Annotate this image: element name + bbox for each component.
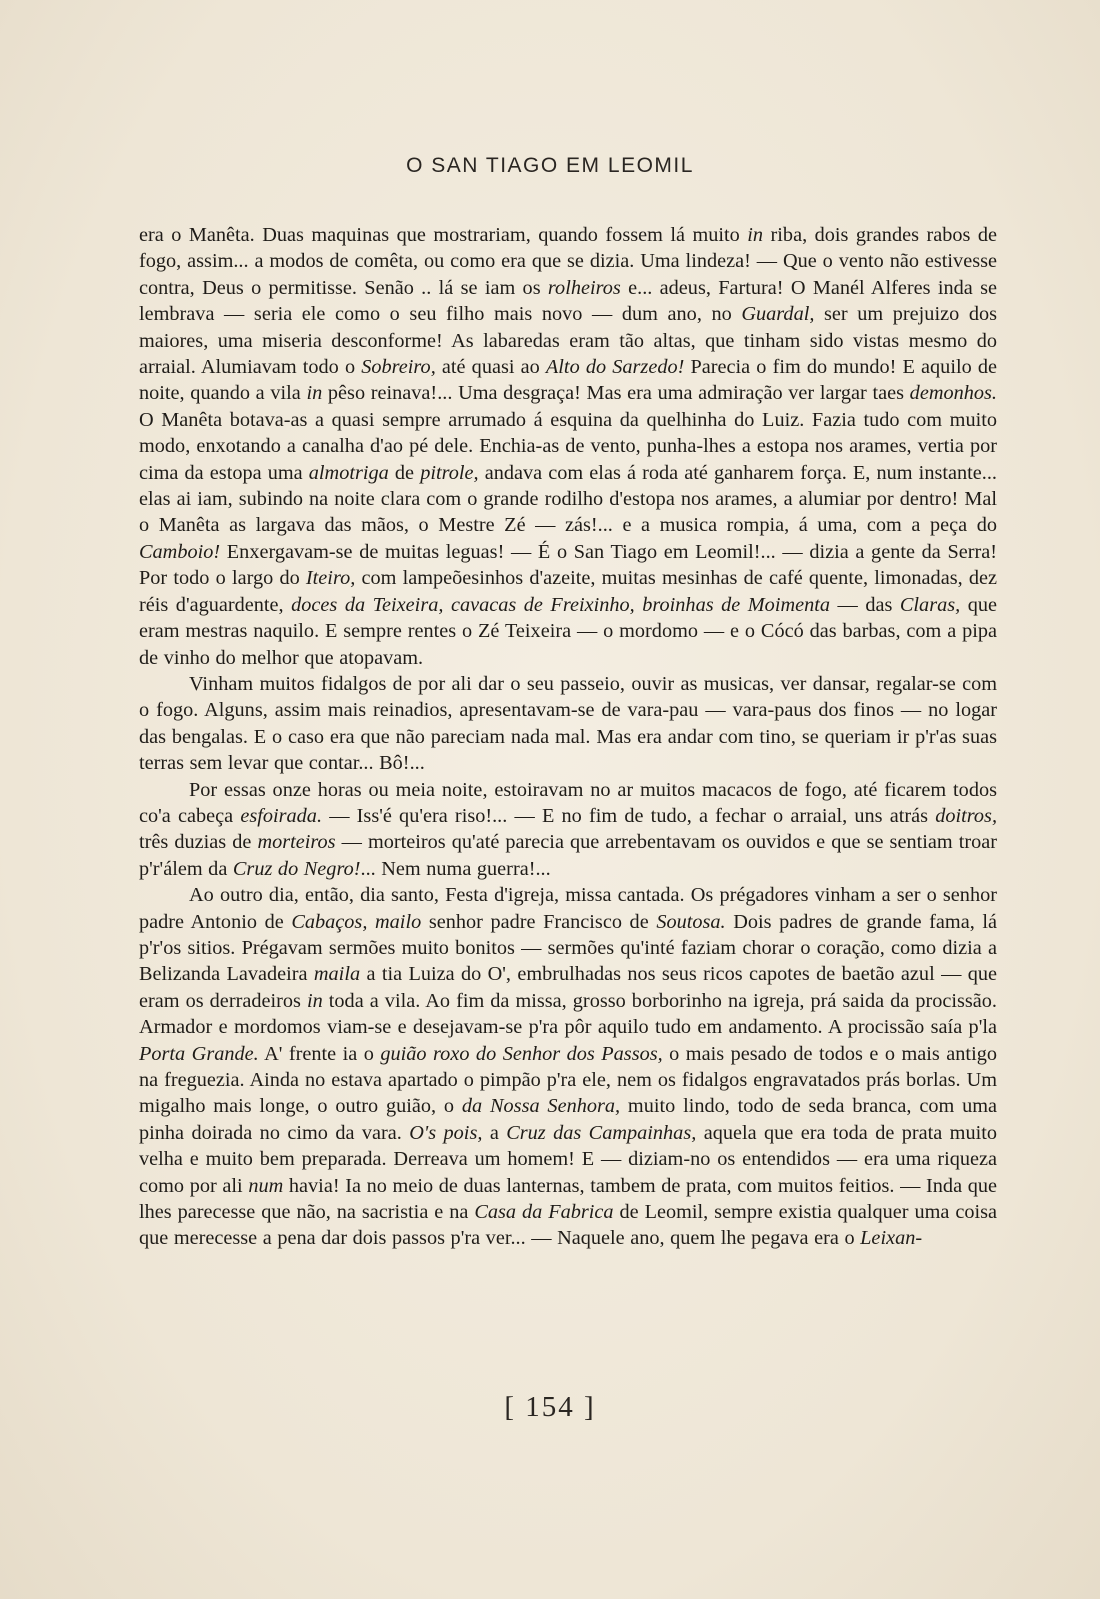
text-run: e... adeus, Fartura! O Manél Alferes inda se lembrava — seria ele como o seu filho mais novo — dum ano, no	[139, 276, 997, 326]
text-run: — das	[830, 593, 900, 616]
text-run: toda a vila. Ao fim da missa, grosso borborinho na igreja, prá saida da procissão. Armador e mordomos viam-se e desejavam-se p'ra pôr aquilo tudo em andamento. A procissão saía p'la	[139, 989, 998, 1039]
italic-run: O's pois,	[409, 1121, 483, 1144]
text-run: pêso reinava!... Uma desgraça! Mas era uma admiração ver largar taes	[322, 382, 910, 405]
italic-run: doces da Teixeira, cavacas de Freixinho, broinhas de Moimenta	[291, 593, 831, 616]
italic-run: Casa da Fabrica	[474, 1201, 614, 1224]
text-run: Por essas onze horas ou meia noite, estoiravam no ar muitos macacos de fogo, até ficarem todos co'a cabeça	[139, 778, 997, 827]
text-run: a tia Luiza do O', embrulhadas nos seus ricos capotes de baetão azul — que eram os derradeiros	[139, 963, 997, 1012]
text-run: de Leomil, sempre existia qualquer uma coisa que merecesse a pena dar dois passos p'ra ver... — Naquele ano, quem lhe pegava era o	[139, 1201, 997, 1250]
text-run: Enxergavam-se de muitas leguas! — É o San Tiago em Leomil!... — dizia a gente da Serra! Por todo o largo do	[139, 540, 997, 590]
italic-run: in	[306, 989, 323, 1012]
text-run: ... Nem numa guerra!...	[360, 857, 551, 880]
italic-run: Claras,	[899, 593, 961, 616]
paragraph	[139, 222, 997, 671]
text-run: a	[482, 1121, 507, 1144]
text-run: Parecia o fim do mundo! E aquilo de noite, quando a vila	[139, 356, 997, 405]
text-run: A' frente ia o	[258, 1042, 381, 1065]
text-run: três duzias de	[139, 831, 258, 854]
text-run: era o Manêta. Duas maquinas que mostrariam, quando fossem lá muito	[139, 224, 748, 246]
text-run: Dois padres de grande fama, lá p'r'os sitios. Prégavam sermões muito bonitos — sermões qu'inté faziam chorar o coração, como dizia a Belizanda Lavadeira	[139, 910, 998, 986]
italic-run: almotriga	[308, 461, 389, 484]
italic-run: num	[248, 1174, 284, 1197]
italic-run: Porta Grande.	[139, 1042, 259, 1065]
italic-run: Sobreiro,	[361, 356, 436, 379]
running-header: O SAN TIAGO EM LEOMIL	[406, 154, 694, 177]
text-run: até quasi ao	[435, 356, 546, 379]
paragraph	[139, 777, 997, 883]
text-run: Vinham muitos fidalgos de por ali dar o seu passeio, ouvir as musicas, ver dansar, regalar-se com o fogo. Alguns, assim mais reinadios, apresentavam-se de vara-pau — vara-paus dos finos — no logar das bengalas. E o caso era que não pareciam nada mal. Mas era andar com tino, se queriam ir p'r'as suas terras sem levar que contar... Bô!...	[139, 672, 997, 775]
italic-run: Guardal,	[741, 303, 815, 326]
text-run: havia! Ia no meio de duas lanternas, tambem de prata, com muitos feitios. — Inda que lhes parecesse que não, na sacristia e na	[139, 1174, 998, 1224]
text-run: senhor padre Francisco de	[421, 910, 657, 933]
italic-run: Cabaços,	[291, 910, 368, 933]
page-number: [ 154 ]	[504, 1391, 596, 1423]
italic-run: pitrole,	[420, 461, 479, 484]
italic-run: maila	[313, 963, 361, 986]
italic-run: in	[747, 224, 764, 246]
italic-run: Cruz do Negro!	[232, 857, 361, 880]
text-run: ser um prejuizo dos maiores, uma miseria desconforme! As labaredas eram tão altas, que tinham sido vistas mesmo do arraial. Alumiavam todo o	[139, 303, 997, 379]
paragraph	[139, 671, 997, 777]
text-run: de	[388, 461, 421, 484]
text-run	[367, 911, 375, 933]
italic-run: rolheiros	[547, 276, 621, 299]
italic-run: Iteiro,	[305, 567, 356, 590]
italic-run: guião roxo do Senhor dos Passos,	[380, 1042, 663, 1065]
text-run: com lampeõesinhos d'azeite, muitas mesinhas de café quente, limonadas, dez réis d'aguardente,	[139, 567, 997, 616]
text-run: que eram mestras naquilo. E sempre rentes o Zé Teixeira — o mordomo — e o Cócó das barbas, com a pipa de vinho do melhor que atopavam.	[139, 593, 998, 669]
italic-run: esfoirada.	[240, 804, 323, 827]
italic-run: mailo	[375, 910, 422, 933]
text-run: — Iss'é qu'era riso!... — E no fim de tudo, a fechar o arraial, uns atrás	[322, 804, 936, 827]
italic-run: morteiros	[257, 831, 336, 854]
text-run: — morteiros qu'até parecia que arrebentavam os ouvidos e que se sentiam troar p'r'álem da	[139, 831, 997, 880]
italic-run: Alto do Sarzedo!	[545, 356, 685, 379]
text-run: muito lindo, todo de seda branca, com uma pinha doirada no cimo da vara.	[139, 1095, 997, 1144]
text-run: Ao outro dia, então, dia santo, Festa d'igreja, missa cantada. Os prégadores vinham a ser o senhor padre Antonio de	[139, 884, 997, 933]
italic-run: doitros,	[935, 804, 998, 827]
italic-run: Camboio!	[139, 540, 221, 563]
body-text	[139, 222, 997, 1252]
text-run: andava com elas á roda até ganharem força. E, num instante... elas ai iam, subindo na noite clara com o grande rodilho d'estopa nos arames, a alumiar por dentro! Mal o Manêta as largava das mãos, o Mestre Zé — zás!... e a musica rompia, á uma, com a peça do	[139, 461, 997, 537]
text-run: o mais pesado de todos e o mais antigo na freguezia. Ainda no estava apartado o pimpão p'ra ele, nem os fidalgos engravatados prás borlas. Um migalho mais longe, o outro guião, o	[139, 1042, 997, 1118]
italic-run: in	[306, 382, 323, 405]
text-run: riba, dois grandes rabos de fogo, assim... a modos de comêta, ou como era que se dizia. Uma lindeza! — Que o vento não estivesse contra, Deus o permitisse. Senão .. lá se iam os	[139, 224, 997, 299]
italic-run: Soutosa.	[656, 910, 726, 933]
italic-run: da Nossa Senhora,	[461, 1095, 621, 1118]
italic-run: Cruz das Campainhas,	[506, 1121, 697, 1144]
text-run: aquela que era toda de prata muito velha e muito bem preparada. Derreava um homem! E — diziam-no os entendidos — era uma riqueza como por ali	[139, 1121, 998, 1197]
paragraph	[139, 882, 997, 1252]
italic-run: demonhos.	[909, 382, 997, 405]
italic-run: Leixan-	[860, 1227, 923, 1250]
text-run: O Manêta botava-as a quasi sempre arrumado á esquina da quelhinha do Luiz. Fazia tudo com muito modo, enxotando a canalha d'ao pé dele. Enchia-as de vento, punha-lhes a estopa nos arames, vertia por cima da estopa uma	[139, 408, 997, 484]
